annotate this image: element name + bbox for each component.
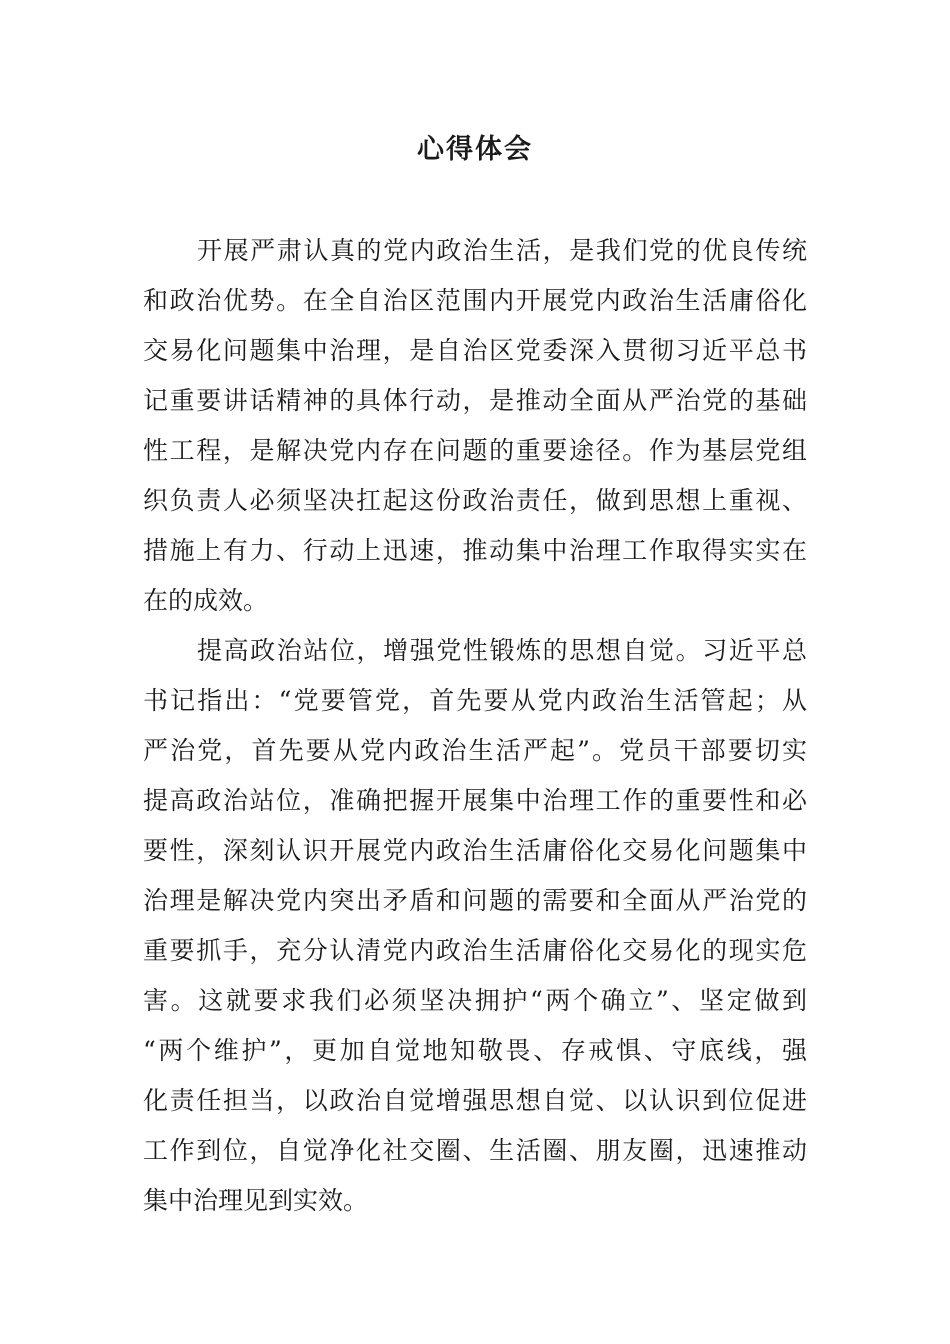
paragraph-line: 重要抓手，充分认清党内政治生活庸俗化交易化的现实危 <box>143 936 807 965</box>
document-body <box>143 226 807 1226</box>
paragraph-line: 工作到位，自觉净化社交圈、生活圈、朋友圈，迅速推动 <box>143 1136 807 1165</box>
paragraph-line: 化责任担当，以政治自觉增强思想自觉、以认识到位促进 <box>143 1086 807 1115</box>
paragraph-1 <box>143 226 807 626</box>
paragraph-line: 集中治理见到实效。 <box>143 1186 369 1215</box>
paragraph-line: 严治党，首先要从党内政治生活严起”。党员干部要切实 <box>143 736 807 765</box>
paragraph-line: 治理是解决党内突出矛盾和问题的需要和全面从严治党的 <box>143 886 807 915</box>
paragraph-line: 措施上有力、行动上迅速，推动集中治理工作取得实实在 <box>143 536 807 565</box>
paragraph-line: 织负责人必须坚决扛起这份政治责任，做到思想上重视、 <box>143 486 807 515</box>
paragraph-line: 害。这就要求我们必须坚决拥护“两个确立”、坚定做到 <box>143 986 807 1015</box>
document-title: 心得体会 <box>417 134 533 165</box>
paragraph-line: 性工程，是解决党内存在问题的重要途径。作为基层党组 <box>143 436 807 465</box>
paragraph-line: “两个维护”，更加自觉地知敬畏、存戒惧、守底线，强 <box>143 1036 807 1065</box>
paragraph-line: 提高政治站位，增强党性锻炼的思想自觉。习近平总 <box>197 636 807 665</box>
paragraph-line: 在的成效。 <box>143 586 269 615</box>
paragraph-line: 和政治优势。在全自治区范围内开展党内政治生活庸俗化 <box>143 286 807 315</box>
paragraph-line: 开展严肃认真的党内政治生活，是我们党的优良传统 <box>197 236 807 265</box>
paragraph-line: 要性，深刻认识开展党内政治生活庸俗化交易化问题集中 <box>143 836 807 865</box>
paragraph-2 <box>143 626 807 1226</box>
paragraph-line: 记重要讲话精神的具体行动，是推动全面从严治党的基础 <box>143 386 807 415</box>
paragraph-line: 提高政治站位，准确把握开展集中治理工作的重要性和必 <box>143 786 807 815</box>
paragraph-line: 书记指出：“党要管党，首先要从党内政治生活管起；从 <box>143 686 807 715</box>
paragraph-line: 交易化问题集中治理，是自治区党委深入贯彻习近平总书 <box>143 336 807 365</box>
